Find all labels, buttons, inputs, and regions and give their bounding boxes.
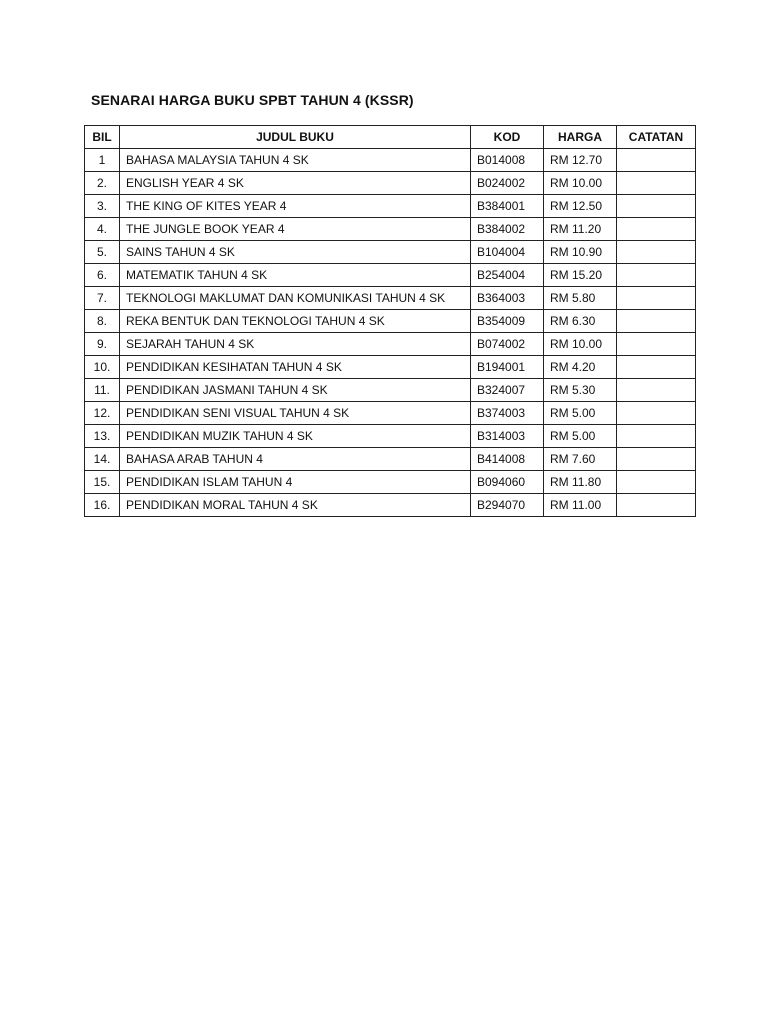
cell-kod: B384001 — [471, 195, 544, 218]
cell-harga: RM 10.00 — [544, 172, 617, 195]
cell-kod: B074002 — [471, 333, 544, 356]
header-judul-buku: JUDUL BUKU — [120, 126, 471, 149]
cell-catatan — [617, 264, 696, 287]
cell-catatan — [617, 241, 696, 264]
cell-bil: 14. — [85, 448, 120, 471]
cell-judul-buku: PENDIDIKAN JASMANI TAHUN 4 SK — [120, 379, 471, 402]
cell-harga: RM 11.80 — [544, 471, 617, 494]
cell-judul-buku: THE JUNGLE BOOK YEAR 4 — [120, 218, 471, 241]
cell-catatan — [617, 149, 696, 172]
cell-judul-buku: REKA BENTUK DAN TEKNOLOGI TAHUN 4 SK — [120, 310, 471, 333]
cell-catatan — [617, 287, 696, 310]
cell-judul-buku: PENDIDIKAN MUZIK TAHUN 4 SK — [120, 425, 471, 448]
cell-judul-buku: MATEMATIK TAHUN 4 SK — [120, 264, 471, 287]
cell-bil: 13. — [85, 425, 120, 448]
cell-bil: 8. — [85, 310, 120, 333]
cell-harga: RM 5.30 — [544, 379, 617, 402]
header-bil: BIL — [85, 126, 120, 149]
cell-judul-buku: PENDIDIKAN KESIHATAN TAHUN 4 SK — [120, 356, 471, 379]
cell-bil: 1 — [85, 149, 120, 172]
cell-kod: B194001 — [471, 356, 544, 379]
cell-bil: 11. — [85, 379, 120, 402]
cell-harga: RM 5.00 — [544, 425, 617, 448]
table-row — [85, 471, 696, 494]
cell-harga: RM 6.30 — [544, 310, 617, 333]
cell-harga: RM 12.50 — [544, 195, 617, 218]
cell-harga: RM 10.90 — [544, 241, 617, 264]
cell-bil: 6. — [85, 264, 120, 287]
cell-judul-buku: THE KING OF KITES YEAR 4 — [120, 195, 471, 218]
cell-harga: RM 11.20 — [544, 218, 617, 241]
cell-bil: 10. — [85, 356, 120, 379]
table-row — [85, 310, 696, 333]
cell-judul-buku: BAHASA ARAB TAHUN 4 — [120, 448, 471, 471]
table-row — [85, 241, 696, 264]
cell-catatan — [617, 471, 696, 494]
cell-bil: 7. — [85, 287, 120, 310]
cell-catatan — [617, 402, 696, 425]
book-price-table — [84, 125, 696, 517]
table-row — [85, 195, 696, 218]
cell-judul-buku: SEJARAH TAHUN 4 SK — [120, 333, 471, 356]
cell-bil: 16. — [85, 494, 120, 517]
cell-kod: B354009 — [471, 310, 544, 333]
cell-kod: B094060 — [471, 471, 544, 494]
table-header-row — [85, 126, 696, 149]
cell-catatan — [617, 333, 696, 356]
cell-kod: B294070 — [471, 494, 544, 517]
table-row — [85, 448, 696, 471]
header-kod: KOD — [471, 126, 544, 149]
table-row — [85, 494, 696, 517]
cell-bil: 12. — [85, 402, 120, 425]
cell-bil: 15. — [85, 471, 120, 494]
cell-harga: RM 11.00 — [544, 494, 617, 517]
document-title: SENARAI HARGA BUKU SPBT TAHUN 4 (KSSR) — [91, 92, 414, 108]
table-row — [85, 356, 696, 379]
cell-kod: B324007 — [471, 379, 544, 402]
table-body — [85, 149, 696, 517]
cell-catatan — [617, 218, 696, 241]
cell-bil: 5. — [85, 241, 120, 264]
table-row — [85, 264, 696, 287]
cell-harga: RM 12.70 — [544, 149, 617, 172]
table-row — [85, 379, 696, 402]
cell-judul-buku: SAINS TAHUN 4 SK — [120, 241, 471, 264]
cell-judul-buku: PENDIDIKAN ISLAM TAHUN 4 — [120, 471, 471, 494]
cell-harga: RM 15.20 — [544, 264, 617, 287]
cell-catatan — [617, 448, 696, 471]
cell-harga: RM 10.00 — [544, 333, 617, 356]
cell-catatan — [617, 172, 696, 195]
table-row — [85, 287, 696, 310]
cell-kod: B374003 — [471, 402, 544, 425]
cell-judul-buku: PENDIDIKAN SENI VISUAL TAHUN 4 SK — [120, 402, 471, 425]
cell-catatan — [617, 379, 696, 402]
table-row — [85, 402, 696, 425]
header-catatan: CATATAN — [617, 126, 696, 149]
cell-harga: RM 5.80 — [544, 287, 617, 310]
cell-judul-buku: TEKNOLOGI MAKLUMAT DAN KOMUNIKASI TAHUN 4 SK — [120, 287, 471, 310]
cell-catatan — [617, 494, 696, 517]
cell-bil: 4. — [85, 218, 120, 241]
cell-catatan — [617, 356, 696, 379]
cell-bil: 3. — [85, 195, 120, 218]
header-harga: HARGA — [544, 126, 617, 149]
cell-kod: B364003 — [471, 287, 544, 310]
cell-kod: B104004 — [471, 241, 544, 264]
cell-harga: RM 7.60 — [544, 448, 617, 471]
table-row — [85, 333, 696, 356]
cell-catatan — [617, 310, 696, 333]
cell-bil: 2. — [85, 172, 120, 195]
table-row — [85, 218, 696, 241]
cell-harga: RM 4.20 — [544, 356, 617, 379]
cell-kod: B384002 — [471, 218, 544, 241]
table-row — [85, 172, 696, 195]
cell-judul-buku: ENGLISH YEAR 4 SK — [120, 172, 471, 195]
cell-kod: B024002 — [471, 172, 544, 195]
cell-harga: RM 5.00 — [544, 402, 617, 425]
cell-catatan — [617, 195, 696, 218]
table-row — [85, 149, 696, 172]
cell-bil: 9. — [85, 333, 120, 356]
cell-catatan — [617, 425, 696, 448]
table-row — [85, 425, 696, 448]
cell-kod: B414008 — [471, 448, 544, 471]
cell-kod: B254004 — [471, 264, 544, 287]
cell-judul-buku: BAHASA MALAYSIA TAHUN 4 SK — [120, 149, 471, 172]
cell-kod: B014008 — [471, 149, 544, 172]
cell-kod: B314003 — [471, 425, 544, 448]
cell-judul-buku: PENDIDIKAN MORAL TAHUN 4 SK — [120, 494, 471, 517]
